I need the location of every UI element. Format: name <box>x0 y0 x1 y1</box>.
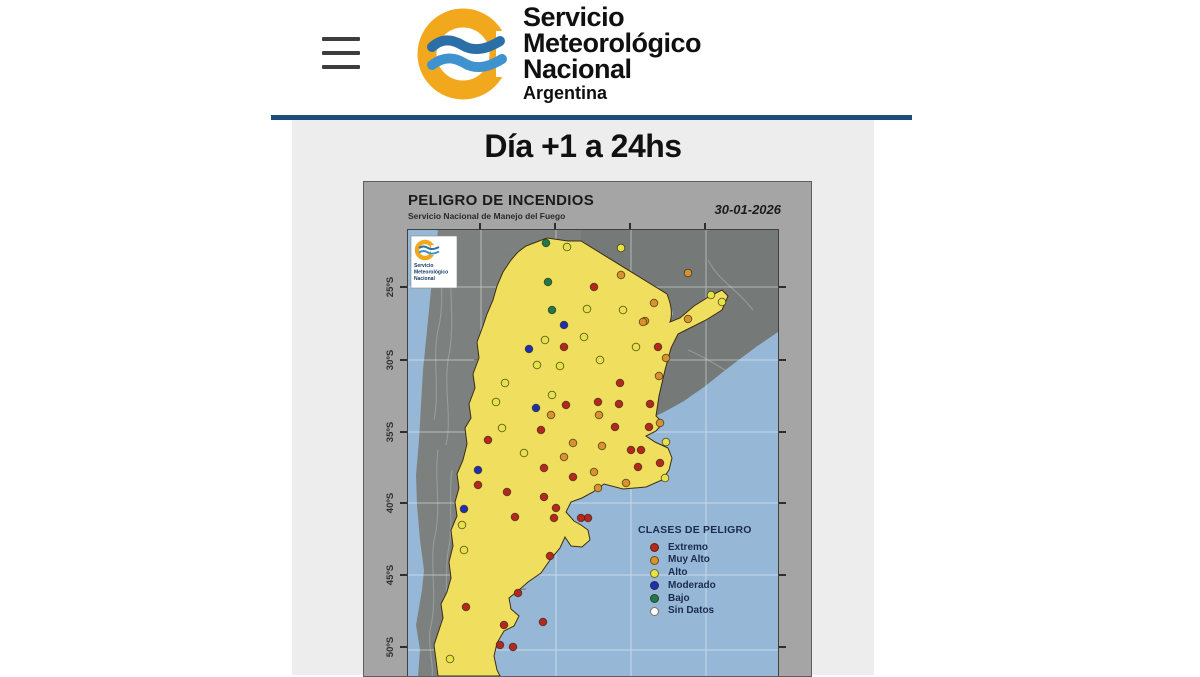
inset-logo-box <box>411 236 457 288</box>
legend-item: Extremo <box>650 543 770 553</box>
fire-danger-map-figure <box>363 181 812 677</box>
hamburger-icon <box>322 65 360 69</box>
lat-label: 35ºS <box>385 421 396 443</box>
brand-line-country: Argentina <box>523 83 608 103</box>
legend-item: Sin Datos <box>650 606 770 616</box>
legend-dot-sin-datos <box>650 607 659 616</box>
legend-dot-alto <box>650 569 659 578</box>
inset-logo-text: Nacional <box>414 276 435 282</box>
hamburger-icon <box>322 51 360 55</box>
legend-item: Muy Alto <box>650 556 770 566</box>
lat-label: 50ºS <box>385 636 396 658</box>
legend-dot-moderado <box>650 581 659 590</box>
legend-item: Alto <box>650 568 770 578</box>
map-canvas <box>407 229 779 677</box>
map-title: PELIGRO DE INCENDIOS <box>408 192 595 209</box>
lat-tick <box>778 359 786 361</box>
legend-dot-extremo <box>650 543 659 552</box>
lat-tick <box>778 574 786 576</box>
lat-label: 45ºS <box>385 564 396 586</box>
menu-button[interactable] <box>322 37 360 70</box>
map-date: 30-01-2026 <box>714 202 781 217</box>
lat-tick <box>778 286 786 288</box>
brand-line: Meteorológico <box>523 28 702 58</box>
content-panel <box>292 120 874 675</box>
page-title: Día +1 a 24hs <box>484 128 682 164</box>
map-subtitle: Servicio Nacional de Manejo del Fuego <box>408 211 566 221</box>
brand-line: Nacional <box>523 54 632 84</box>
inset-logo-text: Servicio <box>414 263 434 269</box>
lat-tick <box>778 502 786 504</box>
legend-dot-bajo <box>650 594 659 603</box>
lat-label: 25ºS <box>385 276 396 298</box>
lat-label: 40ºS <box>385 492 396 514</box>
inset-logo-text: Meteorológico <box>414 269 449 276</box>
legend-item: Moderado <box>650 581 770 591</box>
legend-dot-muy-alto <box>650 556 659 565</box>
lat-tick <box>778 646 786 648</box>
smn-logo-icon <box>404 2 518 108</box>
brand-wordmark <box>523 4 701 105</box>
map-legend <box>638 524 770 619</box>
hamburger-icon <box>322 37 360 41</box>
lat-label: 30ºS <box>385 349 396 371</box>
legend-item: Bajo <box>650 594 770 604</box>
legend-title: CLASES DE PELIGRO <box>638 524 752 536</box>
brand-line: Servicio <box>523 2 625 32</box>
lat-tick <box>778 431 786 433</box>
